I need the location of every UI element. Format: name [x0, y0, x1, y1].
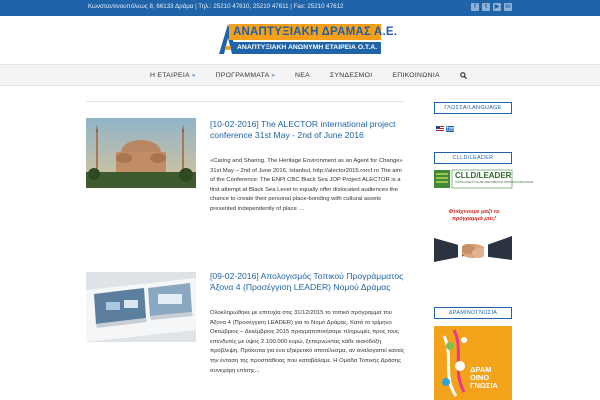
nav-item-links[interactable]	[320, 65, 382, 87]
english-flag-icon[interactable]	[436, 126, 444, 132]
handshake-icon	[434, 226, 512, 272]
sidebar-heading-dram: ΔΡΑΜΙΝΟΓΝΩΣΙΑ	[434, 307, 512, 319]
nav-item-contact[interactable]	[382, 65, 449, 87]
nav-item-label: ΝΕΑ	[295, 72, 310, 79]
sidebar-heading-clld: CLLD/LEADER	[434, 152, 512, 164]
post-excerpt: «Caring and Sharing. The Heritage Environment as an Agent for Change» 31st May – 2nd of June 2016, Istanbul, http://alector2015.rorcf.ro The aim of the Conference: The ENPI CBC Black Sea JOP Project ALECTOR is a first attempt at Black Sea Level to equally offer dislocated audiences the chance to create their personal place-bonding with cultural assets presented independently of place …	[210, 158, 403, 212]
site-logo[interactable]	[219, 24, 398, 56]
post-title[interactable]: [09-02-2016] Απολογισμός Τοπικού Προγράμματος Άξονα 4 (Προσέγγιση LEADER) Νομού Δράμας	[210, 271, 404, 292]
dramoinognosia-logo[interactable]	[434, 326, 512, 400]
main-nav	[0, 64, 600, 86]
logo-name: ΑΝΑΠΤΥΞΙΑΚΗ ΔΡΑΜΑΣ Α.Ε.	[233, 26, 398, 38]
facebook-icon[interactable]: f	[471, 3, 479, 11]
handshake-banner[interactable]	[434, 226, 512, 272]
chevron-down-icon: »	[191, 73, 196, 79]
post-title[interactable]: [10-02-2016] The ALECTOR international project conference 31st May - 2nd of June 2016	[210, 119, 396, 140]
site-header	[0, 16, 600, 64]
nav-item-programs[interactable]	[206, 65, 286, 87]
chevron-down-icon: »	[271, 73, 276, 79]
top-contact-bar	[0, 0, 600, 16]
nav-search[interactable]	[450, 65, 477, 87]
nav-item-label: ΕΠΙΚΟΙΝΩΝΙΑ	[392, 72, 440, 79]
logo-subtitle: ΑΝΑΠΤΥΞΙΑΚΗ ΑΝΩΝΥΜΗ ΕΤΑΙΡΕΙΑ Ο.Τ.Α.	[233, 42, 381, 54]
greek-flag-icon[interactable]	[446, 126, 454, 132]
nav-item-label: ΣΥΝΔΕΣΜΟΙ	[329, 72, 373, 79]
language-switcher	[436, 126, 454, 132]
clld-leader-logo[interactable]	[434, 170, 534, 188]
dramoinognosia-text: ΔΡΑΜ ΟΙΝΟ ΓΝΩΣΙΑ	[470, 365, 498, 390]
post-excerpt: Ολοκληρώθηκε με επιτυχία στις 31/12/2015 το τοπικό πρόγραμμα του Άξονα 4 (Προσέγγιση LEADER) για το Νομό Δράμας. Κατά το τρίμηνο Οκτώβριος – Δεκέμβριος 2015 πραγματοποιήσαμε πληρωμές προς τους επενδυτές με ύψος 2.100.000 ευρώ, ξεπερνώντας κάθε αισιόδοξη πρόβλεψη. Πρόκειται για ένα εξαιρετικό αποτέλεσμα, αν αναλογιστεί κανείς την ένταση της προσπάθειας που καταβάλαμε. Η Ομάδα Τοπικής Δράσης συνεχάρη επίσης...	[210, 310, 405, 374]
clld-logo-subtitle: ΤΟΠΙΚΗ ΑΝΑΠΤΥΞΗ ΜΕ ΠΡΩΤΟΒΟΥΛΙΑ ΤΟΠΙΚΩΝ ΚΟΙΝΟΤΗΤΩΝ	[455, 181, 534, 184]
social-links	[471, 3, 512, 11]
sidebar-heading-language: ΓΛΩΣΣΑ/LANGUAGE	[434, 102, 512, 114]
content-divider	[86, 101, 404, 102]
twitter-icon[interactable]: t	[482, 3, 490, 11]
post-thumbnail-brochure[interactable]	[86, 272, 196, 342]
nav-item-label: ΠΡΟΓΡΑΜΜΑΤΑ	[215, 72, 270, 79]
nav-item-company[interactable]	[140, 65, 206, 87]
post-thumbnail-hagia-sophia[interactable]	[86, 118, 196, 188]
promo-text: Φτιάχνουμε μαζί το πρόγραμμά μας!	[448, 209, 500, 222]
brochure-image	[86, 272, 196, 342]
linkedin-icon[interactable]: in	[505, 4, 511, 10]
youtube-icon[interactable]: ▶	[494, 4, 500, 10]
hagia-sophia-image	[86, 118, 196, 188]
clld-logo-text: CLLD/LEADER	[455, 171, 512, 180]
nav-item-news[interactable]	[285, 65, 320, 87]
contact-info: Κωνσταντινουπόλεως 8, 66133 Δράμα | Τηλ.: 25210 47610, 25210 47611 | Fax: 25210 47612	[88, 3, 344, 10]
nav-item-label: Η ΕΤΑΙΡΕΙΑ	[150, 72, 190, 79]
search-icon	[460, 72, 467, 79]
